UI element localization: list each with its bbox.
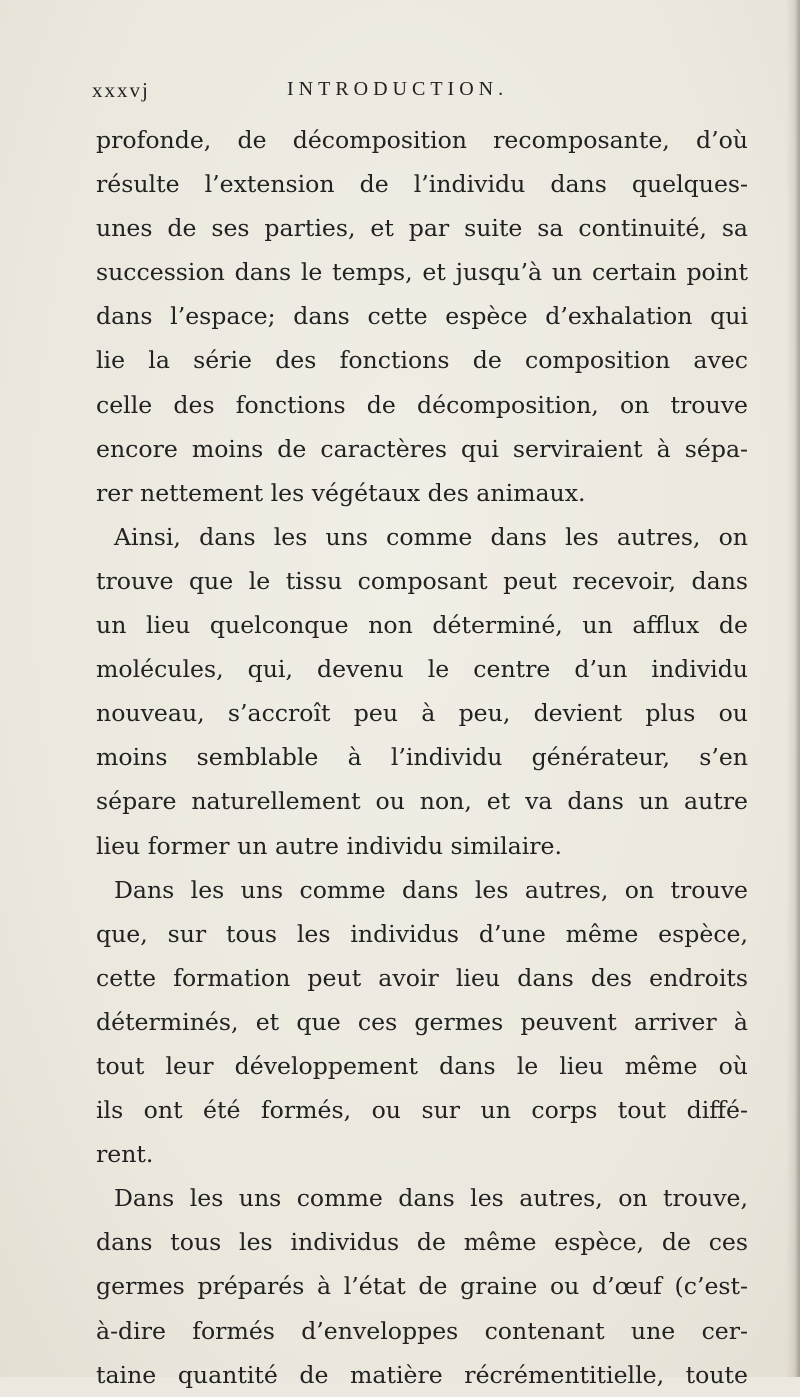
text-line: à-dire formés d’enveloppes contenant une cer- xyxy=(96,1316,748,1345)
text-line: dans tous les individus de même espèce, de ces xyxy=(96,1228,748,1257)
text-line: ils ont été formés, ou sur un corps tout diffé- xyxy=(96,1096,748,1125)
text-line: rent. xyxy=(96,1140,154,1169)
text-line: déterminés, et que ces germes peuvent arriver à xyxy=(96,1007,748,1036)
paragraph-start: Ainsi, dans les uns comme dans les autres, on xyxy=(114,522,748,551)
body-text xyxy=(96,118,748,1397)
running-title: INTRODUCTION. xyxy=(287,78,509,100)
text-line: lieu former un autre individu similaire. xyxy=(96,831,562,860)
text-line: profonde, de décomposition recomposante, d’où xyxy=(96,126,748,154)
text-line: moins semblable à l’individu générateur, s’en xyxy=(96,743,748,772)
text-line: lie la série des fonctions de composition avec xyxy=(96,346,748,375)
paragraph-start: Dans les uns comme dans les autres, on trouve xyxy=(114,875,748,904)
text-line: celle des fonctions de décomposition, on trouve xyxy=(96,390,748,419)
text-line: rer nettement les végétaux des animaux. xyxy=(96,478,586,507)
page-edge-shadow xyxy=(786,0,800,1377)
text-line: trouve que le tissu composant peut recevoir, dans xyxy=(96,566,748,595)
text-line: un lieu quelconque non déterminé, un afflux de xyxy=(96,611,748,640)
text-line: cette formation peut avoir lieu dans des endroits xyxy=(96,963,748,992)
text-line: encore moins de caractères qui serviraient à sépa- xyxy=(96,434,748,463)
text-line: que, sur tous les individus d’une même espèce, xyxy=(96,919,748,948)
text-line: dans l’espace; dans cette espèce d’exhalation qui xyxy=(96,302,748,331)
text-line: nouveau, s’accroît peu à peu, devient plus ou xyxy=(96,699,748,728)
page-header xyxy=(92,78,732,108)
text-line: unes de ses parties, et par suite sa continuité, sa xyxy=(96,214,748,243)
paragraph-start: Dans les uns comme dans les autres, on trouve, xyxy=(114,1184,748,1213)
text-line: sépare naturellement ou non, et va dans un autre xyxy=(96,787,748,816)
text-line: taine quantité de matière récrémentitielle, toute xyxy=(96,1360,748,1389)
text-line: succession dans le temps, et jusqu’à un certain point xyxy=(96,258,748,287)
text-line: tout leur développement dans le lieu même où xyxy=(96,1051,748,1080)
text-line: molécules, qui, devenu le centre d’un individu xyxy=(96,655,748,684)
text-line: germes préparés à l’état de graine ou d’œuf (c’est- xyxy=(96,1272,748,1301)
text-line: résulte l’extension de l’individu dans quelques- xyxy=(96,170,748,199)
page-number: xxxvj xyxy=(92,78,150,102)
